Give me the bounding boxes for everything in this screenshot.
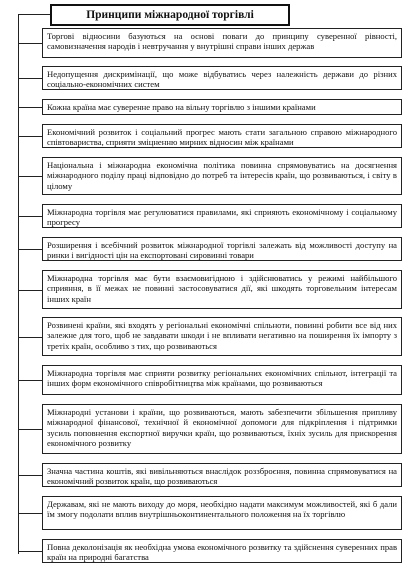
connector-spine xyxy=(18,14,19,554)
connector-to-title xyxy=(18,14,50,15)
principle-box: Розширення і всебічний розвиток міжнародної торгівлі залежать від можливості доступу на ринки і вигідності цін на експортовані сировинні товари xyxy=(42,237,402,261)
diagram-title: Принципи міжнародної торгівлі xyxy=(50,4,290,26)
principle-connector xyxy=(18,551,42,552)
principle-box: Міжнародна торгівля має бути взаємовигідною і здійснюватись у режимі найбільшого сприяння, в її межах не повинні застосовуватися дії, які шкодять торговельним інтересам інших країн xyxy=(42,270,402,309)
principle-box: Значна частина коштів, які вивільняються внаслідок роззброєння, повинна спрямовуватися на економічний розвиток країн, що розвиваються xyxy=(42,463,402,487)
principle-connector xyxy=(18,249,42,250)
principle-connector xyxy=(18,176,42,177)
principle-box: Державам, які не мають виходу до моря, необхідно надати максимум можливостей, які б дали їм змогу подолати вплив внутрішньоконтинентального положення на їх торгівлю xyxy=(42,496,402,530)
principle-box: Повна деколонізація як необхідна умова економічного розвитку та здійснення суверенних прав країн на природні багатства xyxy=(42,539,402,563)
principle-box: Економічний розвиток і соціальний прогрес мають стати загальною справою міжнародного співтовариства, сприяти зміцненню мирних відносин між країнами xyxy=(42,124,402,148)
principle-connector xyxy=(18,475,42,476)
principle-connector xyxy=(18,43,42,44)
principle-box: Національна і міжнародна економічна політика повинна спрямовуватись на досягнення міжнародного поділу праці відповідно до потреб та інтересів країн, що розвиваються, і світу в цілому xyxy=(42,157,402,195)
principle-connector xyxy=(18,337,42,338)
principle-connector xyxy=(18,78,42,79)
principle-connector xyxy=(18,216,42,217)
principle-connector xyxy=(18,136,42,137)
principle-box: Розвинені країни, які входять у регіональні економічні спільноти, повинні робити все від них залежне для того, щоб не завдавати шкоди і не впливати негативно на поширення їх імпорту з третіх країн, особливо з тих, що розвиваються xyxy=(42,317,402,356)
principle-box: Міжнародні установи і країни, що розвиваються, мають забезпечити збільшення припливу міжнародної фінансової, технічної й економічної допомоги для підкріплення і підтримки зусиль поповнення експортної виручки країн, що розвиваються, їхніх зусиль для прискорення економічного розвитку xyxy=(42,404,402,454)
principle-connector xyxy=(18,429,42,430)
principle-box: Міжнародна торгівля має регулюватися правилами, які сприяють економічному і соціальному прогресу xyxy=(42,204,402,228)
principle-box: Міжнародна торгівля має сприяти розвитку регіональних економічних спільнот, інтеграції та інших форм економічного співробітництва між країнами, що розвиваються xyxy=(42,365,402,395)
principle-connector xyxy=(18,513,42,514)
principle-connector xyxy=(18,290,42,291)
principle-connector xyxy=(18,380,42,381)
principle-connector xyxy=(18,107,42,108)
principle-box: Торгові відносини базуються на основі поваги до принципу суверенної рівності, самовизначення народів і невтручання у внутрішні справи інших держав xyxy=(42,28,402,58)
principle-box: Кожна країна має суверенне право на вільну торгівлю з іншими країнами xyxy=(42,99,402,115)
principle-box: Недопущення дискримінації, що може відбуватись через належність держави до різних соціально-економічних систем xyxy=(42,66,402,90)
